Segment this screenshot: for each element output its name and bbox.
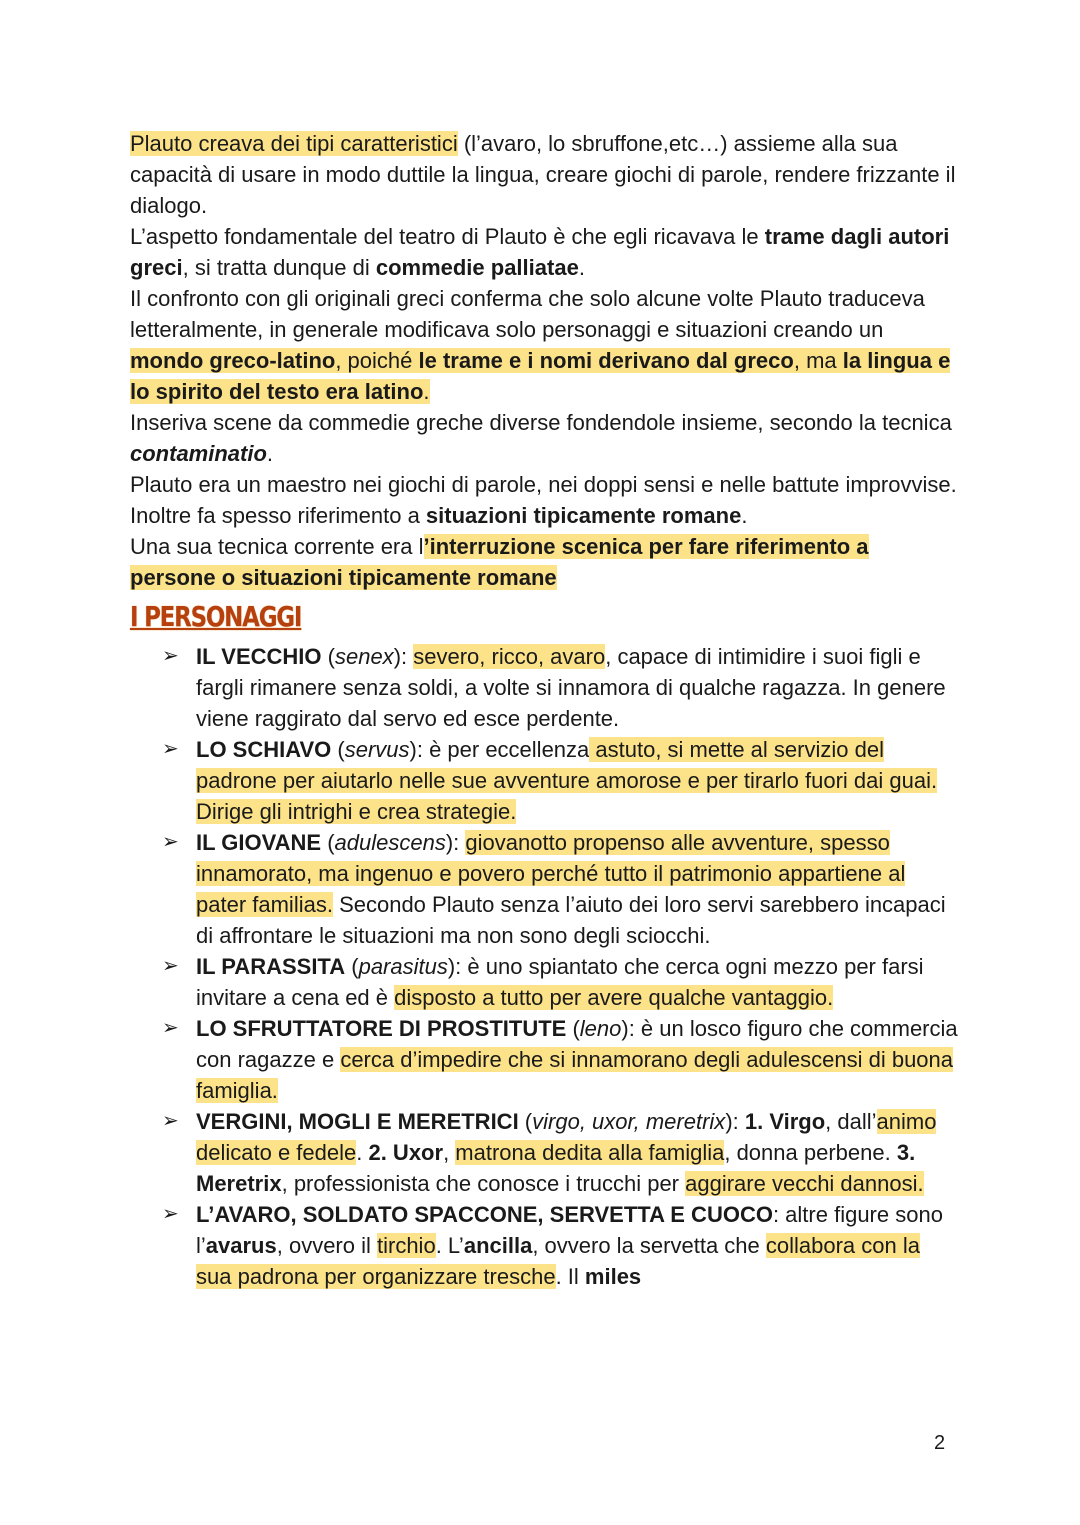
highlight: . bbox=[423, 379, 430, 404]
text: ): è uno spiantato che cerca ogni mezzo per farsi invitare a cena ed è bbox=[196, 954, 924, 1010]
paragraph-trame bbox=[130, 221, 960, 283]
arrow-bullet-icon: ➢ bbox=[162, 1203, 179, 1225]
highlight: mondo greco-latino bbox=[130, 348, 336, 373]
latin-name: adulescens bbox=[334, 830, 446, 855]
highlight: giovanotto propenso alle avventure, spesso innamorato, ma ingenuo e povero perché tutto il patrimonio appartiene al pater familias. bbox=[196, 830, 906, 917]
character-name: VERGINI, MOGLI E MERETRICI bbox=[196, 1109, 519, 1134]
text: Inoltre fa spesso riferimento a bbox=[130, 503, 426, 528]
character-name: IL PARASSITA bbox=[196, 954, 346, 979]
text: Una sua tecnica corrente era l bbox=[130, 534, 424, 559]
bold-text: miles bbox=[584, 1264, 642, 1289]
character-name: IL VECCHIO bbox=[196, 644, 322, 669]
characters-list bbox=[130, 641, 960, 1292]
paragraph-giochi: Plauto era un maestro nei giochi di parole, nei doppi sensi e nelle battute improvvise. bbox=[130, 472, 957, 497]
highlight: le trame e i nomi derivano dal greco bbox=[418, 348, 794, 373]
latin-name: leno bbox=[579, 1016, 622, 1041]
bold-text: situazioni tipicamente romane bbox=[425, 503, 742, 528]
list-item: ➢ LO SCHIAVO (servus): è per eccellenza astuto, si mette al servizio del padrone per aiutarlo nelle sue avventure amorose e per tirarlo fuori dai guai. Dirige gli intrighi e crea strategie. bbox=[130, 734, 960, 827]
latin-name: servus bbox=[344, 737, 410, 762]
list-item bbox=[130, 1199, 960, 1292]
text: . bbox=[356, 1140, 369, 1165]
highlight: astuto, si mette al servizio del padrone per aiutarlo nelle sue avventure amorose e per tirarlo fuori dai guai. Dirige gli intrighi e crea strategie. bbox=[196, 737, 938, 824]
document-page bbox=[130, 128, 960, 1292]
bold-text: trame dagli autori greci bbox=[130, 224, 950, 280]
bold-italic-text: contaminatio bbox=[130, 441, 267, 466]
bold-text: ancilla bbox=[463, 1233, 533, 1258]
highlight: matrona dedita alla famiglia bbox=[455, 1140, 725, 1165]
latin-name: virgo, uxor, meretrix bbox=[532, 1109, 726, 1134]
list-item: ➢ IL VECCHIO (senex): severo, ricco, avaro, capace di intimidire i suoi figli e fargli rimanere senza soldi, a volte si innamora di qualche ragazza. In genere viene raggirato dal servo ed esce perdente. bbox=[130, 641, 960, 734]
highlight: severo, ricco, avaro bbox=[413, 644, 606, 669]
text: . bbox=[578, 255, 585, 280]
text: , capace di intimidire i suoi figli e fargli rimanere senza soldi, a volte si innamora di qualche ragazza. In genere viene raggirato dal servo ed esce perdente. bbox=[196, 644, 946, 731]
bold-text: 3. Meretrix bbox=[196, 1140, 916, 1196]
page-number: 2 bbox=[934, 1432, 946, 1454]
character-name: LO SCHIAVO bbox=[196, 737, 332, 762]
highlight: tirchio bbox=[377, 1233, 436, 1258]
paragraph-tipi bbox=[130, 128, 960, 221]
text: , si tratta dunque di bbox=[182, 255, 376, 280]
text: (l’avaro, lo sbruffone,etc…) assieme alla sua capacità di usare in modo duttile la lingua, creare giochi di parole, rendere frizzante il dialogo. bbox=[130, 131, 956, 218]
section-heading: I PERSONAGGI bbox=[130, 600, 302, 633]
highlight: ’interruzione scenica per fare riferimento a persone o situazioni tipicamente romane bbox=[130, 534, 869, 590]
text: Il confronto con gli originali greci conferma che solo alcune volte Plauto traduceva letteralmente, in generale modificava solo personaggi e situazioni creando un bbox=[130, 286, 925, 342]
bold-text: commedie palliatae bbox=[375, 255, 579, 280]
text: , bbox=[443, 1140, 456, 1165]
text: ): è un losco figuro che commercia con ragazze e bbox=[196, 1016, 958, 1072]
arrow-bullet-icon: ➢ bbox=[162, 645, 179, 667]
bold-text: 1. Virgo bbox=[744, 1109, 826, 1134]
text: . bbox=[266, 441, 274, 466]
arrow-bullet-icon: ➢ bbox=[162, 831, 179, 853]
arrow-bullet-icon: ➢ bbox=[162, 1110, 179, 1132]
text: . bbox=[741, 503, 748, 528]
text: , ovvero il bbox=[276, 1233, 377, 1258]
list-item: ➢ LO SFRUTTATORE DI PROSTITUTE (leno): è un losco figuro che commercia con ragazze e cerca d’impedire che si innamorano degli adulescensi di buona famiglia. bbox=[130, 1013, 960, 1106]
highlight: collabora con la sua padrona per organizzare tresche bbox=[196, 1233, 920, 1289]
highlight: cerca d’impedire che si innamorano degli adulescensi di buona famiglia. bbox=[196, 1047, 954, 1103]
arrow-bullet-icon: ➢ bbox=[162, 738, 179, 760]
highlight: Plauto creava dei tipi caratteristici bbox=[130, 131, 458, 156]
text: . L’ bbox=[435, 1233, 464, 1258]
highlight: la lingua e lo spirito del testo era latino bbox=[130, 348, 951, 404]
bold-text: avarus bbox=[205, 1233, 277, 1258]
text: . Il bbox=[555, 1264, 585, 1289]
text: : altre figure sono l’ bbox=[196, 1202, 943, 1258]
character-name: L’AVARO, SOLDATO SPACCONE, SERVETTA E CUOCO bbox=[196, 1202, 773, 1227]
highlight: , poiché bbox=[335, 348, 419, 373]
text: Inseriva scene da commedie greche diverse fondendole insieme, secondo la tecnica bbox=[130, 410, 952, 435]
character-name: IL GIOVANE bbox=[196, 830, 322, 855]
paragraph-interruzione bbox=[130, 531, 960, 593]
paragraph-riferimento bbox=[130, 500, 960, 531]
highlight: aggirare vecchi dannosi. bbox=[685, 1171, 924, 1196]
character-name: LO SFRUTTATORE DI PROSTITUTE bbox=[196, 1016, 567, 1041]
list-item: ➢ IL GIOVANE (adulescens): giovanotto propenso alle avventure, spesso innamorato, ma ingenuo e povero perché tutto il patrimonio appartiene al pater familias. Secondo Plauto senza l’aiuto dei loro servi sarebbero incapaci di affrontare le situazioni ma non sono degli sciocchi. bbox=[130, 827, 960, 951]
arrow-bullet-icon: ➢ bbox=[162, 1017, 179, 1039]
paragraph-contaminatio bbox=[130, 407, 960, 469]
text: , ovvero la servetta che bbox=[532, 1233, 766, 1258]
highlight: animo delicato e fedele bbox=[196, 1109, 937, 1165]
text: Secondo Plauto senza l’aiuto dei loro servi sarebbero incapaci di affrontare le situazioni ma non sono degli sciocchi. bbox=[196, 892, 946, 948]
text: ): è per eccellenza bbox=[409, 737, 590, 762]
text: , professionista che conosce i trucchi per bbox=[281, 1171, 686, 1196]
list-item: ➢ VERGINI, MOGLI E MERETRICI (virgo, uxor, meretrix): 1. Virgo, dall’animo delicato e fedele. 2. Uxor, matrona dedita alla famiglia, donna perbene. 3. Meretrix, professionista che conosce i trucchi per aggirare vecchi dannosi. bbox=[130, 1106, 960, 1199]
arrow-bullet-icon: ➢ bbox=[162, 955, 179, 977]
text: , donna perbene. bbox=[724, 1140, 897, 1165]
latin-name: senex bbox=[334, 644, 394, 669]
text: , dall’ bbox=[825, 1109, 877, 1134]
highlight: , ma bbox=[793, 348, 843, 373]
list-item: ➢ IL PARASSITA (parasitus): è uno spiantato che cerca ogni mezzo per farsi invitare a cena ed è disposto a tutto per avere qualche vantaggio. bbox=[130, 951, 960, 1013]
highlight: disposto a tutto per avere qualche vantaggio. bbox=[394, 985, 834, 1010]
paragraph-confronto bbox=[130, 283, 960, 407]
text: L’aspetto fondamentale del teatro di Plauto è che egli ricavava le bbox=[130, 224, 765, 249]
latin-name: parasitus bbox=[358, 954, 448, 979]
bold-text: 2. Uxor bbox=[368, 1140, 444, 1165]
